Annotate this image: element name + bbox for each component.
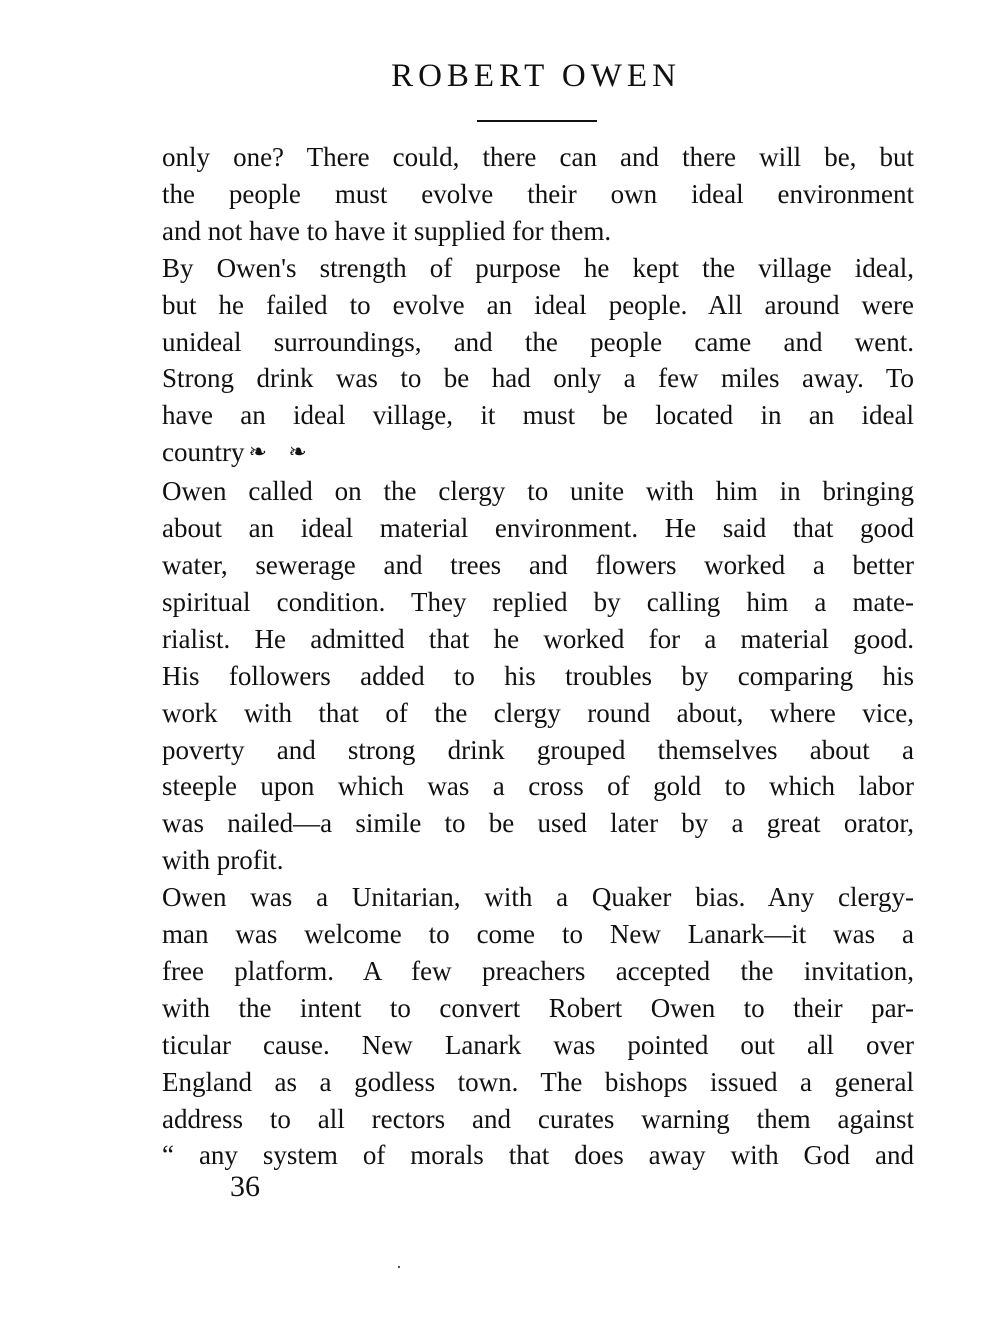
text-line: Owen was a Unitarian, with a Quaker bias. Any clergy- [162,882,914,913]
fleuron-ornament-icon: ❧ ❧ [248,439,315,465]
text-line: man was welcome to come to New Lanark—it was a [162,919,914,950]
text-line: His followers added to his troubles by comparing his [162,660,914,691]
text-line: but he failed to evolve an ideal people. All around were [162,289,914,320]
text-line: rialist. He admitted that he worked for a material good. [162,623,914,654]
text-line: about an ideal material environment. He said that good [162,513,914,544]
head-rule [477,120,597,122]
text-line: “ any system of morals that does away with God and [162,1140,914,1171]
text-line: unideal surroundings, and the people came and went. [162,326,914,357]
text-line: address to all rectors and curates warning them against [162,1103,914,1134]
text-line: England as a godless town. The bishops issued a general [162,1066,914,1097]
text-line: country [162,437,245,468]
text-line: work with that of the clergy round about, where vice, [162,697,914,728]
text-line: water, sewerage and trees and flowers worked a better [162,549,914,580]
text-line: spiritual condition. They replied by calling him a mate- [162,586,914,617]
text-line: By Owen's strength of purpose he kept the village ideal, [162,252,914,283]
text-line: the people must evolve their own ideal environment [162,178,914,209]
text-line: free platform. A few preachers accepted the invitation, [162,955,914,986]
text-line: only one? There could, there can and there will be, but [162,142,914,172]
scan-speck [398,1266,400,1268]
text-line: and not have to have it supplied for them. [162,215,612,246]
text-line: Strong drink was to be had only a few miles away. To [162,363,914,394]
body-text [162,139,914,1174]
text-line: steeple upon which was a cross of gold to which labor [162,771,914,802]
running-head: ROBERT OWEN [391,58,681,94]
text-line-with-ornament [162,434,914,473]
page-number: 36 [230,1170,260,1203]
text-line: was nailed—a simile to be used later by a great orator, [162,808,914,839]
text-line: Owen called on the clergy to unite with him in bringing [162,476,914,507]
text-line: with the intent to convert Robert Owen to their par- [162,992,914,1023]
text-line: with profit. [162,845,284,876]
text-line: have an ideal village, it must be located in an ideal [162,400,914,431]
text-line: ticular cause. New Lanark was pointed out all over [162,1029,914,1060]
text-line: poverty and strong drink grouped themselves about a [162,734,914,765]
